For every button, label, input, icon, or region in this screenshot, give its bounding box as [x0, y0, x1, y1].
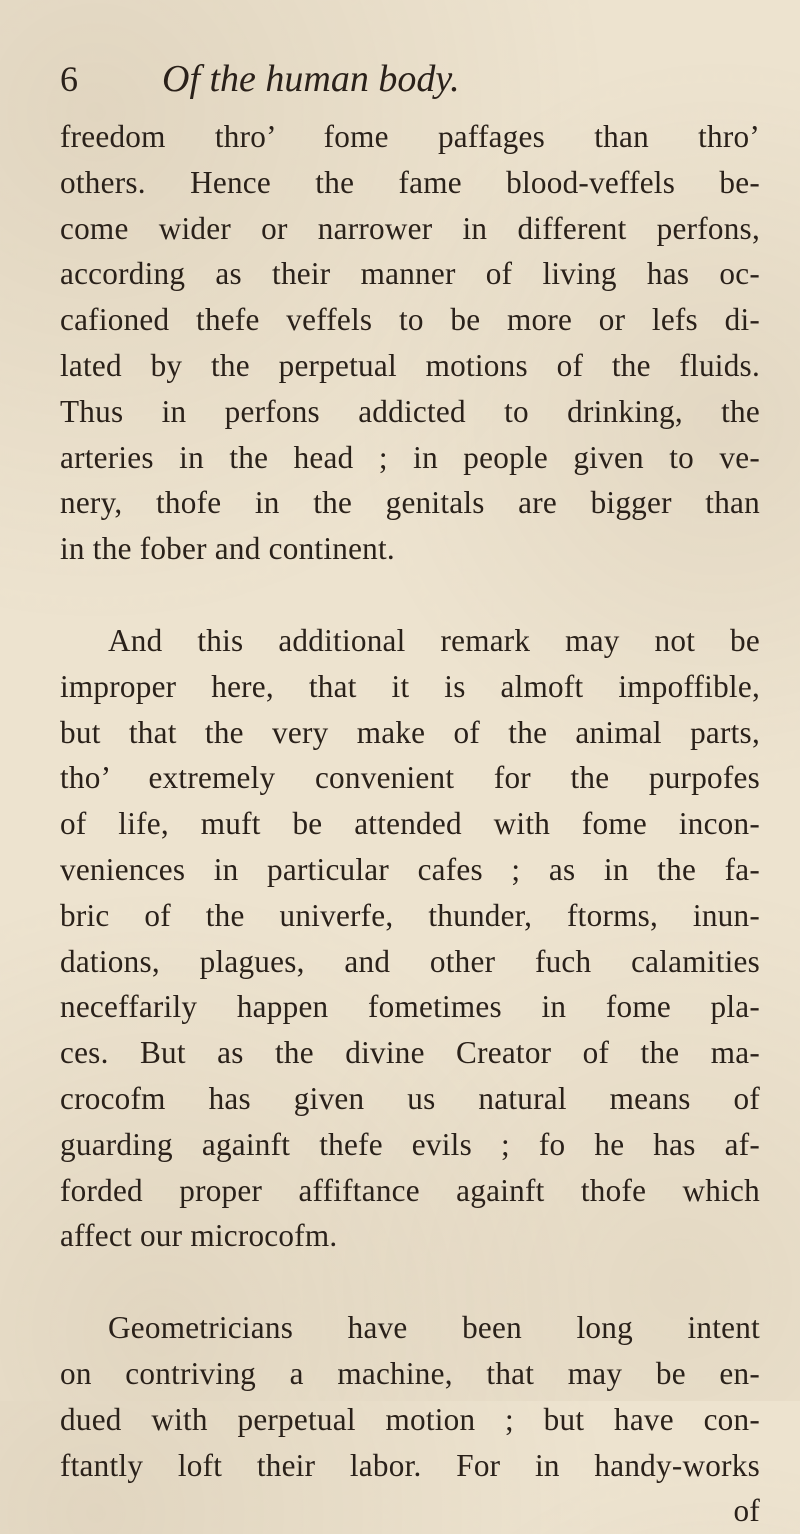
text-line: freedom thro’ fome paffages than thro’ — [60, 119, 760, 154]
text-line: dued with perpetual motion ; but have con- — [60, 1401, 760, 1437]
running-head: Of the human body. — [162, 58, 460, 100]
text-line: of life, muft be attended with fome incon- — [60, 806, 760, 842]
text-line: lated by the perpetual motions of the fluids. — [60, 347, 760, 383]
paragraph-gap — [60, 572, 760, 618]
paragraph-3 — [60, 1305, 760, 1488]
text-line: forded proper affiftance againft thofe which — [60, 1172, 760, 1208]
text-line: neceffarily happen fometimes in fome pla- — [60, 989, 760, 1025]
text-line: ces. But as the divine Creator of the ma- — [60, 1035, 760, 1071]
page-header — [60, 60, 762, 108]
text-line: dations, plagues, and other fuch calamities — [60, 943, 760, 979]
text-line: bric of the univerfe, thunder, ftorms, inun- — [60, 897, 760, 933]
text-line: ftantly loft their labor. For in handy-works — [60, 1447, 760, 1483]
text-line: but that the very make of the animal parts, — [60, 714, 760, 750]
text-line: tho’ extremely convenient for the purpofes — [60, 760, 760, 796]
text-line: affect our microcofm. — [60, 1218, 338, 1254]
text-line: veniences in particular cafes ; as in the fa- — [60, 851, 760, 887]
paragraph-gap — [60, 1259, 760, 1305]
text-line: others. Hence the fame blood-veffels be- — [60, 164, 760, 200]
text-line: Geometricians have been long intent — [108, 1310, 760, 1346]
text-line: nery, thofe in the genitals are bigger than — [60, 485, 760, 521]
page-number: 6 — [60, 59, 78, 99]
text-line: arteries in the head ; in people given to ve- — [60, 439, 760, 475]
text-line: guarding againft thefe evils ; fo he has af- — [60, 1126, 760, 1162]
text-line: Thus in perfons addicted to drinking, the — [60, 393, 760, 429]
text-line: according as their manner of living has oc- — [60, 256, 760, 292]
text-line: And this additional remark may not be — [108, 622, 760, 658]
text-line: cafioned thefe veffels to be more or lefs di- — [60, 302, 760, 338]
text-line: in the fober and continent. — [60, 531, 395, 567]
catchword: of — [733, 1493, 760, 1529]
text-line: improper here, that it is almoft impoffible, — [60, 668, 760, 704]
text-line: on contriving a machine, that may be en- — [60, 1355, 760, 1391]
paragraph-1 — [60, 114, 760, 572]
paragraph-2 — [60, 618, 760, 1259]
text-line: crocofm has given us natural means of — [60, 1080, 760, 1116]
text-line: come wider or narrower in different perfons, — [60, 210, 760, 246]
page-text — [60, 114, 760, 1534]
